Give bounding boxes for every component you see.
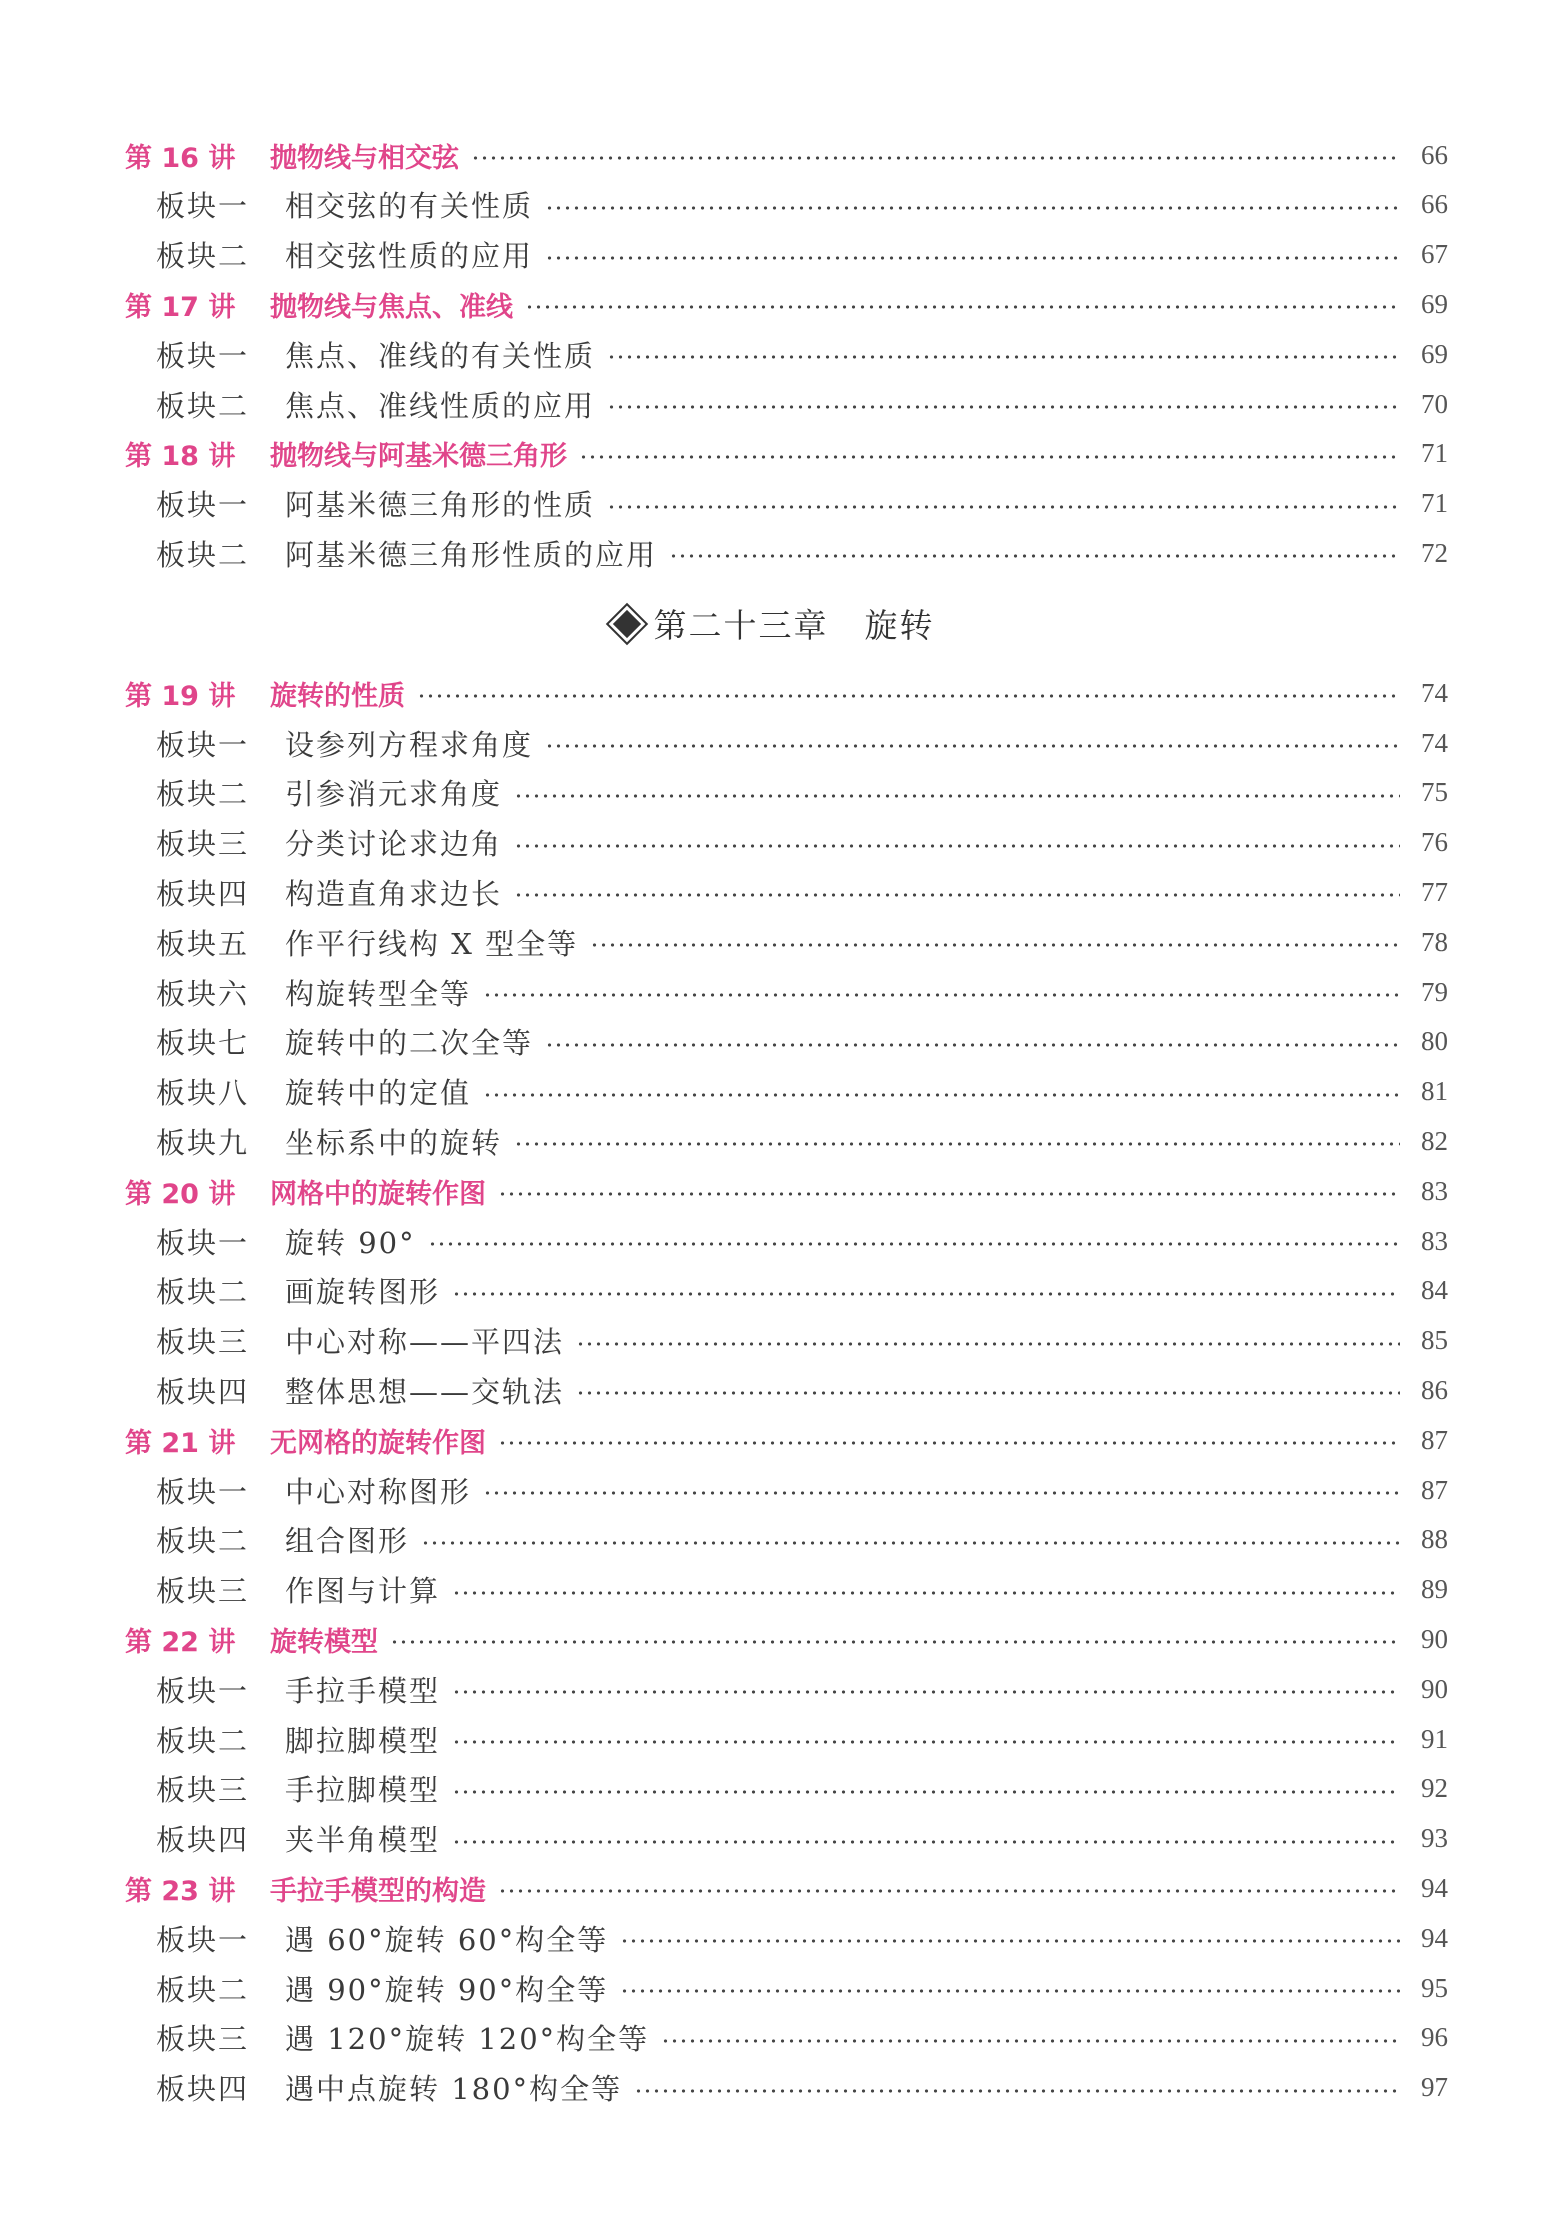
dot-leader — [514, 893, 1400, 897]
section-number: 板块一 — [156, 1673, 250, 1708]
dot-leader — [483, 1093, 1400, 1097]
page-number: 90 — [1421, 1623, 1448, 1654]
dot-leader — [525, 305, 1400, 309]
dot-leader — [576, 1342, 1400, 1346]
section-row — [0, 1814, 1548, 1864]
section-title: 中心对称图形 — [285, 1470, 481, 1511]
section-row — [0, 867, 1548, 917]
dot-leader — [545, 256, 1400, 260]
chapter-heading — [0, 600, 1548, 660]
lecture-title: 网格中的旋转作图 — [270, 1172, 496, 1211]
section-row — [0, 967, 1548, 1017]
dot-leader — [514, 794, 1400, 798]
dot-leader — [590, 943, 1400, 947]
page-number: 66 — [1421, 189, 1448, 220]
page-number: 69 — [1421, 288, 1448, 319]
section-title: 旋转中的二次全等 — [285, 1021, 543, 1062]
section-row — [0, 1067, 1548, 1117]
section-number: 板块六 — [156, 976, 250, 1011]
section-number: 板块四 — [156, 876, 250, 911]
dot-leader — [620, 1989, 1400, 1993]
section-number: 板块二 — [156, 777, 250, 812]
lecture-title: 抛物线与阿基米德三角形 — [270, 434, 577, 473]
dot-leader — [452, 1790, 1400, 1794]
page-number: 94 — [1421, 1922, 1448, 1953]
dot-leader — [498, 1889, 1400, 1893]
section-title: 脚拉脚模型 — [285, 1719, 450, 1760]
section-title: 分类讨论求边角 — [285, 822, 512, 863]
section-row — [0, 1017, 1548, 1067]
lecture-title: 旋转的性质 — [270, 674, 415, 713]
page-number: 97 — [1421, 2072, 1448, 2103]
section-row — [0, 1963, 1548, 2013]
lecture-title: 手拉手模型的构造 — [270, 1869, 496, 1908]
section-row — [0, 1216, 1548, 1266]
lecture-row — [0, 279, 1548, 329]
page-number: 89 — [1421, 1574, 1448, 1605]
diamond-bullet-icon — [608, 605, 645, 642]
page-number: 66 — [1421, 139, 1448, 170]
section-row — [0, 1365, 1548, 1415]
page-number: 78 — [1421, 926, 1448, 957]
page-number: 96 — [1421, 2022, 1448, 2053]
section-row — [0, 1465, 1548, 1515]
section-title: 引参消元求角度 — [285, 772, 512, 813]
section-number: 板块一 — [156, 338, 250, 373]
page-number: 69 — [1421, 338, 1448, 369]
section-row — [0, 230, 1548, 280]
lecture-title: 抛物线与相交弦 — [270, 136, 469, 175]
dot-leader — [607, 405, 1400, 409]
lecture-title: 抛物线与焦点、准线 — [270, 285, 523, 324]
section-row — [0, 479, 1548, 529]
dot-leader — [661, 2039, 1400, 2043]
section-number: 板块一 — [156, 488, 250, 523]
section-title: 旋转 90° — [285, 1221, 426, 1262]
section-row — [0, 1116, 1548, 1166]
lecture-number: 第 21 讲 — [125, 1427, 236, 1459]
page-number: 87 — [1421, 1474, 1448, 1505]
dot-leader — [545, 1043, 1400, 1047]
section-number: 板块九 — [156, 1125, 250, 1160]
section-title: 中心对称——平四法 — [285, 1320, 574, 1361]
page-number: 95 — [1421, 1972, 1448, 2003]
chapter-name: 第二十三章 — [653, 606, 829, 645]
section-title: 阿基米德三角形性质的应用 — [285, 533, 667, 574]
dot-leader — [669, 554, 1400, 558]
lecture-row — [0, 1863, 1548, 1913]
dot-leader — [452, 1591, 1400, 1595]
page-number: 75 — [1421, 777, 1448, 808]
section-number: 板块一 — [156, 189, 250, 224]
section-number: 板块三 — [156, 1325, 250, 1360]
section-row — [0, 1316, 1548, 1366]
page-number: 77 — [1421, 876, 1448, 907]
chapter-topic: 旋转 — [864, 606, 935, 645]
section-title: 设参列方程求角度 — [285, 723, 543, 764]
dot-leader — [620, 1939, 1400, 1943]
section-title: 作图与计算 — [285, 1569, 450, 1610]
page-number: 90 — [1421, 1673, 1448, 1704]
section-number: 板块三 — [156, 1773, 250, 1808]
section-row — [0, 2063, 1548, 2113]
section-title: 坐标系中的旋转 — [285, 1121, 512, 1162]
page-number: 71 — [1421, 438, 1448, 469]
section-title: 遇中点旋转 180°构全等 — [285, 2067, 632, 2108]
lecture-row — [0, 1166, 1548, 1216]
section-number: 板块二 — [156, 1723, 250, 1758]
section-title: 遇 90°旋转 90°构全等 — [285, 1968, 618, 2009]
section-row — [0, 818, 1548, 868]
lecture-row — [0, 668, 1548, 718]
dot-leader — [452, 1690, 1400, 1694]
lecture-row — [0, 1614, 1548, 1664]
section-title: 构旋转型全等 — [285, 972, 481, 1013]
lecture-number: 第 22 讲 — [125, 1626, 236, 1658]
section-number: 板块四 — [156, 1374, 250, 1409]
lecture-row — [0, 1415, 1548, 1465]
section-number: 板块八 — [156, 1076, 250, 1111]
page-number: 94 — [1421, 1872, 1448, 1903]
lecture-number: 第 20 讲 — [125, 1178, 236, 1210]
dot-leader — [390, 1640, 1400, 1644]
section-number: 板块一 — [156, 727, 250, 762]
dot-leader — [498, 1441, 1400, 1445]
page-number: 74 — [1421, 677, 1448, 708]
section-title: 画旋转图形 — [285, 1270, 450, 1311]
section-number: 板块二 — [156, 537, 250, 572]
section-number: 板块三 — [156, 1574, 250, 1609]
lecture-title: 无网格的旋转作图 — [270, 1421, 496, 1460]
section-number: 板块二 — [156, 239, 250, 274]
section-title: 手拉手模型 — [285, 1669, 450, 1710]
section-row — [0, 718, 1548, 768]
section-number: 板块二 — [156, 1524, 250, 1559]
page-number: 76 — [1421, 827, 1448, 858]
dot-leader — [607, 505, 1400, 509]
section-number: 板块二 — [156, 1275, 250, 1310]
dot-leader — [607, 355, 1400, 359]
section-number: 板块七 — [156, 1026, 250, 1061]
section-row — [0, 1266, 1548, 1316]
page-number: 87 — [1421, 1424, 1448, 1455]
section-row — [0, 2013, 1548, 2063]
page-number: 84 — [1421, 1275, 1448, 1306]
section-number: 板块三 — [156, 827, 250, 862]
page-number: 67 — [1421, 239, 1448, 270]
page-number: 81 — [1421, 1076, 1448, 1107]
dot-leader — [579, 455, 1400, 459]
dot-leader — [545, 206, 1400, 210]
section-number: 板块四 — [156, 1823, 250, 1858]
section-row — [0, 379, 1548, 429]
section-number: 板块二 — [156, 388, 250, 423]
section-title: 焦点、准线的有关性质 — [285, 334, 605, 375]
page-number: 82 — [1421, 1125, 1448, 1156]
section-row — [0, 1764, 1548, 1814]
section-number: 板块四 — [156, 2072, 250, 2107]
page-number: 70 — [1421, 388, 1448, 419]
section-number: 板块一 — [156, 1474, 250, 1509]
page-number: 74 — [1421, 727, 1448, 758]
section-number: 板块一 — [156, 1225, 250, 1260]
dot-leader — [576, 1391, 1400, 1395]
page-number: 79 — [1421, 976, 1448, 1007]
dot-leader — [634, 2089, 1400, 2093]
section-row — [0, 180, 1548, 230]
dot-leader — [483, 993, 1400, 997]
section-title: 整体思想——交轨法 — [285, 1370, 574, 1411]
lecture-number: 第 16 讲 — [125, 142, 236, 174]
section-title: 遇 60°旋转 60°构全等 — [285, 1918, 618, 1959]
section-row — [0, 1714, 1548, 1764]
dot-leader — [417, 694, 1400, 698]
section-number: 板块一 — [156, 1922, 250, 1957]
section-row — [0, 329, 1548, 379]
lecture-number: 第 18 讲 — [125, 441, 236, 473]
section-title: 作平行线构 X 型全等 — [285, 922, 588, 963]
dot-leader — [514, 1142, 1400, 1146]
section-title: 相交弦的有关性质 — [285, 184, 543, 225]
section-number: 板块五 — [156, 926, 250, 961]
section-row — [0, 1913, 1548, 1963]
section-title: 相交弦性质的应用 — [285, 234, 543, 275]
lecture-row — [0, 429, 1548, 479]
dot-leader — [498, 1192, 1400, 1196]
page-number: 93 — [1421, 1823, 1448, 1854]
lecture-row — [0, 130, 1548, 180]
section-row — [0, 917, 1548, 967]
dot-leader — [545, 744, 1400, 748]
dot-leader — [452, 1840, 1400, 1844]
section-number: 板块二 — [156, 1972, 250, 2007]
section-title: 遇 120°旋转 120°构全等 — [285, 2017, 659, 2058]
section-title: 旋转中的定值 — [285, 1071, 481, 1112]
page-number: 85 — [1421, 1325, 1448, 1356]
dot-leader — [452, 1740, 1400, 1744]
page-number: 86 — [1421, 1374, 1448, 1405]
section-row — [0, 528, 1548, 578]
section-number: 板块三 — [156, 2022, 250, 2057]
page-number: 72 — [1421, 537, 1448, 568]
page-number: 83 — [1421, 1175, 1448, 1206]
dot-leader — [452, 1292, 1400, 1296]
section-title: 夹半角模型 — [285, 1818, 450, 1859]
section-title: 阿基米德三角形的性质 — [285, 483, 605, 524]
section-row — [0, 768, 1548, 818]
section-row — [0, 1515, 1548, 1565]
lecture-title: 旋转模型 — [270, 1620, 388, 1659]
dot-leader — [514, 844, 1400, 848]
dot-leader — [483, 1491, 1400, 1495]
page-number: 83 — [1421, 1225, 1448, 1256]
page-number: 80 — [1421, 1026, 1448, 1057]
section-title: 焦点、准线性质的应用 — [285, 384, 605, 425]
page-number: 92 — [1421, 1773, 1448, 1804]
dot-leader — [421, 1541, 1400, 1545]
lecture-number: 第 19 讲 — [125, 680, 236, 712]
page-number: 88 — [1421, 1524, 1448, 1555]
lecture-number: 第 17 讲 — [125, 291, 236, 323]
dot-leader — [428, 1242, 1400, 1246]
page-number: 91 — [1421, 1723, 1448, 1754]
section-title: 手拉脚模型 — [285, 1768, 450, 1809]
section-row — [0, 1664, 1548, 1714]
section-row — [0, 1565, 1548, 1615]
page-number: 71 — [1421, 488, 1448, 519]
lecture-number: 第 23 讲 — [125, 1875, 236, 1907]
dot-leader — [471, 156, 1400, 160]
section-title: 构造直角求边长 — [285, 872, 512, 913]
section-title: 组合图形 — [285, 1519, 419, 1560]
